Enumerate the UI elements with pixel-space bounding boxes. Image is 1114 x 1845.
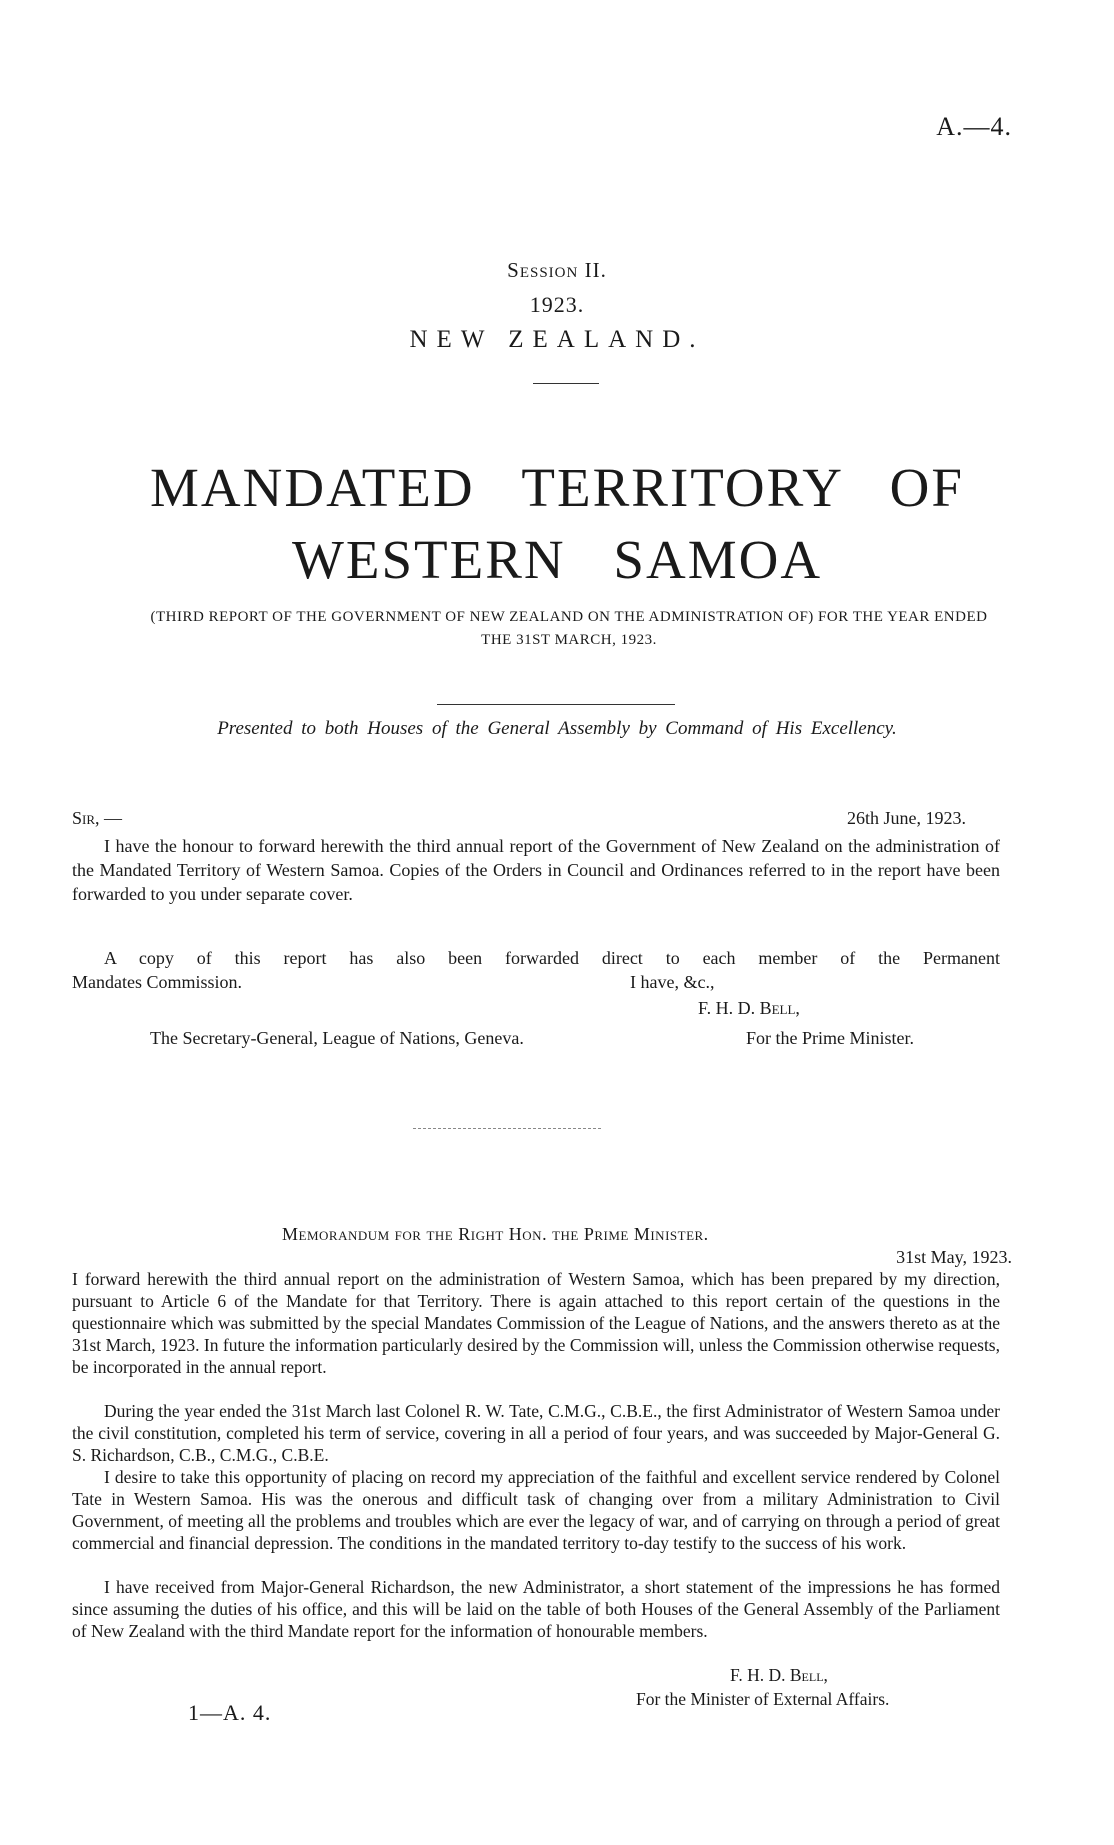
memorandum-paragraph: I have received from Major-General Richardson, the new Administrator, a short statement of the impressions he has formed since assuming the duties of his office, and this will be laid on the table of both Houses of the General Assembly of the Parliament of New Zealand with the third Mandate report for the information of honourable members. bbox=[72, 1577, 1000, 1641]
letter-addressee: The Secretary-General, League of Nations, Geneva. bbox=[150, 1028, 524, 1048]
divider bbox=[533, 383, 599, 384]
page-code: 1—A. 4. bbox=[188, 1700, 272, 1725]
year-label: 1923. bbox=[529, 292, 585, 317]
main-title-line1: MANDATED TERRITORY OF bbox=[150, 457, 964, 518]
presentation-note: Presented to both Houses of the General Assembly by Command of His Excellency. bbox=[217, 718, 897, 739]
letter-closing: I have, &c., bbox=[630, 972, 715, 992]
country-label: NEW ZEALAND. bbox=[409, 326, 705, 353]
letter-date: 26th June, 1923. bbox=[847, 808, 966, 828]
memorandum-paragraph: I forward herewith the third annual report on the administration of Western Samoa, which has been prepared by my direction, pursuant to Article 6 of the Mandate for that Territory. There is again attached to this report certain of the questions in the questionnaire which was submitted by the special Mandates Commission of the League of Nations, and the answers thereto as at the 31st March, 1923. In future the information particularly desired by the Commission will, unless the Commission otherwise requests, be incorporated in the annual report. bbox=[72, 1269, 1000, 1377]
memorandum-signature: F. H. D. Bell, bbox=[730, 1665, 828, 1685]
letter-paragraph-line: A copy of this report has also been forwarded direct to each member of the Permanent bbox=[104, 948, 1000, 968]
divider bbox=[413, 1128, 601, 1129]
document-code: A.—4. bbox=[936, 112, 1012, 141]
memorandum-paragraph: I desire to take this opportunity of placing on record my appreciation of the faithful and excellent service rendered by Colonel Tate in Western Samoa. His was the onerous and difficult task of changing over from a military Administration to Civil Government, of meeting all the problems and troubles which are ever the legacy of war, and of carrying on through a period of great commercial and financial depression. The conditions in the mandated territory to-day testify to the success of his work. bbox=[72, 1467, 1000, 1553]
memorandum-paragraph: During the year ended the 31st March last Colonel R. W. Tate, C.M.G., C.B.E., the first Administrator of Western Samoa under the civil constitution, completed his term of service, covering in all a period of four years, and was succeeded by Major-General G. S. Richardson, C.B., C.M.G., C.B.E. bbox=[72, 1401, 1000, 1465]
session-label: Session II. bbox=[507, 258, 607, 282]
memorandum-heading: Memorandum for the Right Hon. the Prime Minister. bbox=[282, 1224, 709, 1244]
report-subtitle: (THIRD REPORT OF THE GOVERNMENT OF NEW ZEALAND ON THE ADMINISTRATION OF) FOR THE YEAR ENDED THE 31ST MARCH, 1923. bbox=[150, 609, 988, 648]
memorandum-signer-title: For the Minister of External Affairs. bbox=[636, 1689, 890, 1709]
divider bbox=[437, 704, 675, 705]
letter-salutation: Sir, — bbox=[72, 808, 123, 828]
letter-signer-title: For the Prime Minister. bbox=[746, 1028, 914, 1048]
memorandum-date: 31st May, 1923. bbox=[896, 1247, 1012, 1267]
letter-paragraph-line: Mandates Commission. bbox=[72, 972, 242, 992]
main-title-line2: WESTERN SAMOA bbox=[291, 529, 823, 590]
letter-paragraph: I have the honour to forward herewith the third annual report of the Government of New Zealand on the administration of the Mandated Territory of Western Samoa. Copies of the Orders in Council and Ordinances referred to in the report have been forwarded to you under separate cover. bbox=[72, 836, 1000, 904]
letter-signature: F. H. D. Bell, bbox=[698, 998, 800, 1018]
